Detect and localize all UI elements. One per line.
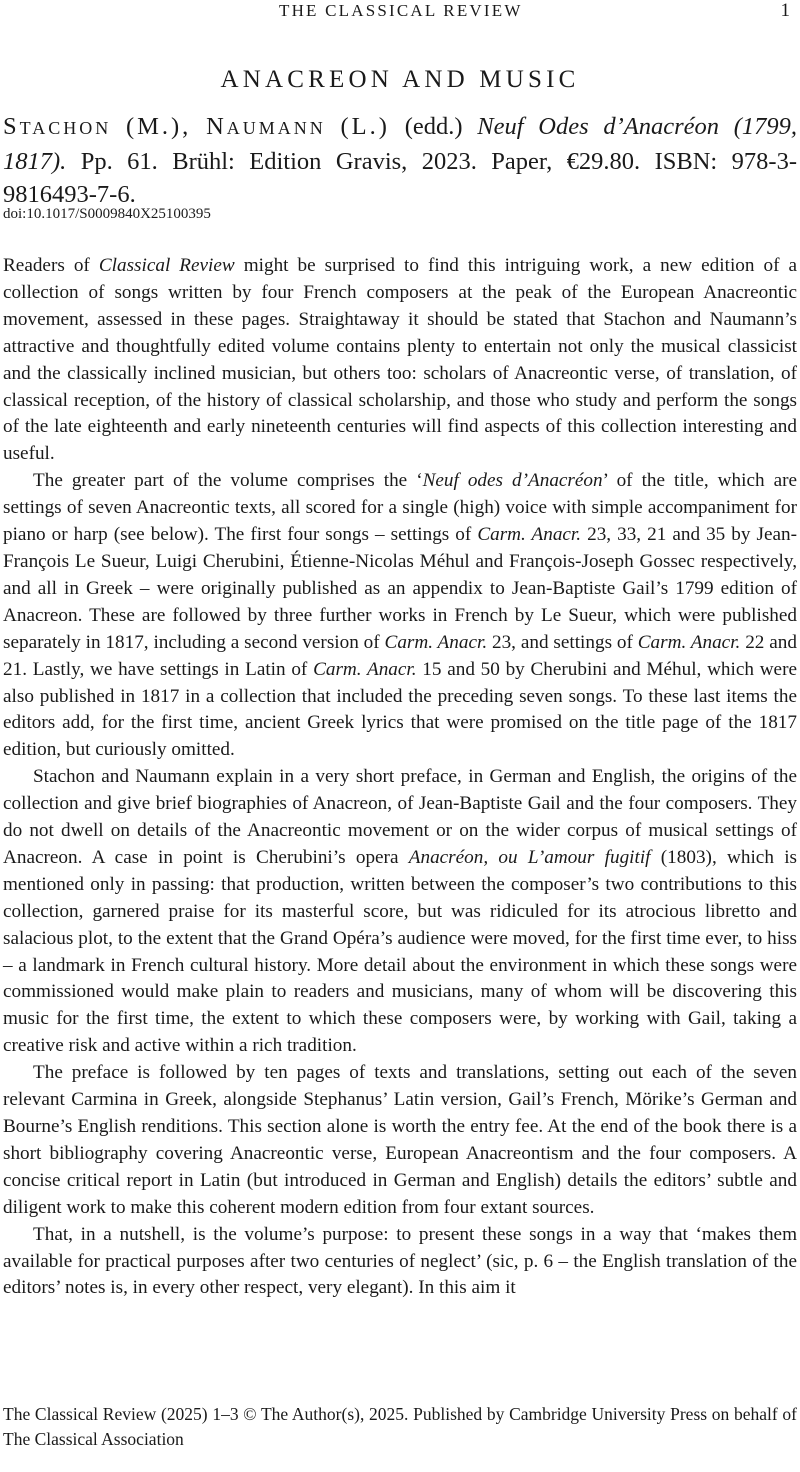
text-run: (1803), which is mentioned only in passing: that production, written between the composer’s two contributions to this collection, garnered praise for its masterful score, but was ridiculed for its atrocious libretto and salacious plot, to the extent that the Grand Opéra’s audience were moved, for the first time ever, to hiss – a landmark in French cultural history. More detail about the environment in which these songs were commissioned would make plain to readers and musicians, many of whom will be discovering this music for the first time, the extent to which these composers were, by working with Gail, taking a creative risk and active within a rich tradition.	[3, 846, 798, 1057]
italic-run: Carm. Anacr.	[477, 524, 582, 546]
editor-2	[206, 113, 326, 140]
italic-run: Classical Review	[98, 255, 235, 276]
running-head	[0, 0, 800, 24]
text-run: 22 and 21. Lastly, we have settings in Latin of	[3, 631, 797, 680]
editor-2-initial: N	[206, 113, 227, 140]
text-run: might be surprised to find this intriguing work, a new edition of a collection of songs written by four French composers at the peak of the European Anacreontic movement, assessed in these pages. Straightaway it should be stated that Stachon and Naumann’s attractive and thoughtfully edited volume contains plenty to entertain not only the musical classicist and the classically inclined musician, but others too: scholars of Anacreontic verse, of translation, of classical reception, of the history of classical scholarship, and those who study and perform the songs of the late eighteenth and early nineteenth centuries will find aspects of this collection interesting and useful.	[3, 255, 798, 465]
italic-run: Neuf odes d’Anacréon	[422, 470, 603, 492]
review-body	[3, 253, 797, 1302]
book-citation	[3, 110, 797, 211]
article-title: ANACREON AND MUSIC	[220, 66, 580, 93]
text-run: Stachon and Naumann explain in a very short preface, in German and English, the origins of the collection and give brief biographies of Anacreon, of Jean-Baptiste Gail and the four composers. They do not dwell on details of the Anacreontic movement or on the wider corpus of musical settings of Anacreon. A case in point is Cherubini’s opera	[3, 766, 797, 868]
journal-name: THE CLASSICAL REVIEW	[279, 1, 523, 20]
editor-2-surname: AUMANN	[226, 118, 326, 138]
paragraph-2	[3, 468, 797, 764]
italic-run: Anacréon, ou L’amour fugitif	[408, 846, 651, 868]
paragraph-4: The preface is followed by ten pages of texts and translations, setting out each of the seven relevant Carmina in Greek, alongside Stephanus’ Latin version, Gail’s French, Mörike’s German and Bourne’s English renditions. This section alone is worth the entry fee. At the end of the book there is a short bibliography covering Anacreontic verse, European Anacreontism and the four composers. A concise critical report in Latin (but introduced in German and English) details the editors’ subtle and diligent work to make this coherent modern edition from four extant sources.	[3, 1062, 797, 1218]
italic-run: Carm. Anacr.	[637, 631, 741, 653]
text-run: 23, 33, 21 and 35 by Jean-François Le Sueur, Luigi Cherubini, Étienne-Nicolas Méhul and François-Joseph Gossec respectively, and all in Greek – were originally published as an appendix to Jean-Baptiste Gail’s 1799 edition of Anacreon. These are followed by three further works in French by Le Sueur, which were published separately in 1817, including a second version of	[3, 524, 797, 653]
text-run: ’ of the title, which are settings of seven Anacreontic texts, all scored for a single (high) voice with simple accompaniment for piano or harp (see below). The first four songs – settings of	[3, 470, 797, 546]
text-run: Readers of	[3, 255, 99, 276]
paragraph-3	[3, 764, 797, 1060]
paragraph-1	[3, 253, 797, 468]
book-title: Neuf Odes d’Anacréon (1799, 1817).	[3, 113, 798, 175]
paragraph-5: That, in a nutshell, is the volume’s purpose: to present these songs in a way that ‘makes them available for practical purposes after two centuries of neglect’ (sic, p. 6 – the English translation of the editors’ notes is, in every other respect, very elegant). In this aim it	[3, 1223, 797, 1299]
publication-details: Pp. 61. Brühl: Edition Gravis, 2023. Paper, €29.80. ISBN: 978-3-9816493-7-6.	[3, 148, 797, 208]
italic-run: Carm. Anacr.	[313, 658, 417, 680]
editor-role: (edd.)	[404, 113, 463, 140]
editor-1-initial: S	[3, 113, 20, 140]
text-run: 15 and 50 by Cherubini and Méhul, which were also published in 1817 in a collection that included the preceding seven songs. To these last items the editors add, for the first time, ancient Greek lyrics that were promised on the title page of the 1817 edition, but curiously omitted.	[3, 658, 797, 761]
editor-1-given-name: (M.),	[125, 113, 192, 140]
editor-1-surname: TACHON	[19, 118, 112, 138]
page-number: 1	[780, 0, 790, 21]
text-run: 23, and settings of	[487, 631, 638, 653]
italic-run: Carm. Anacr.	[384, 631, 488, 653]
copyright-footer: The Classical Review (2025) 1–3 © The Author(s), 2025. Published by Cambridge University Press on behalf of The Classical Association	[3, 1404, 797, 1449]
editor-2-given-name: (L.)	[340, 113, 390, 140]
editor-1	[3, 113, 111, 140]
text-run: The greater part of the volume comprises the ‘	[33, 470, 423, 492]
doi: doi:10.1017/S0009840X25100395	[3, 206, 211, 222]
